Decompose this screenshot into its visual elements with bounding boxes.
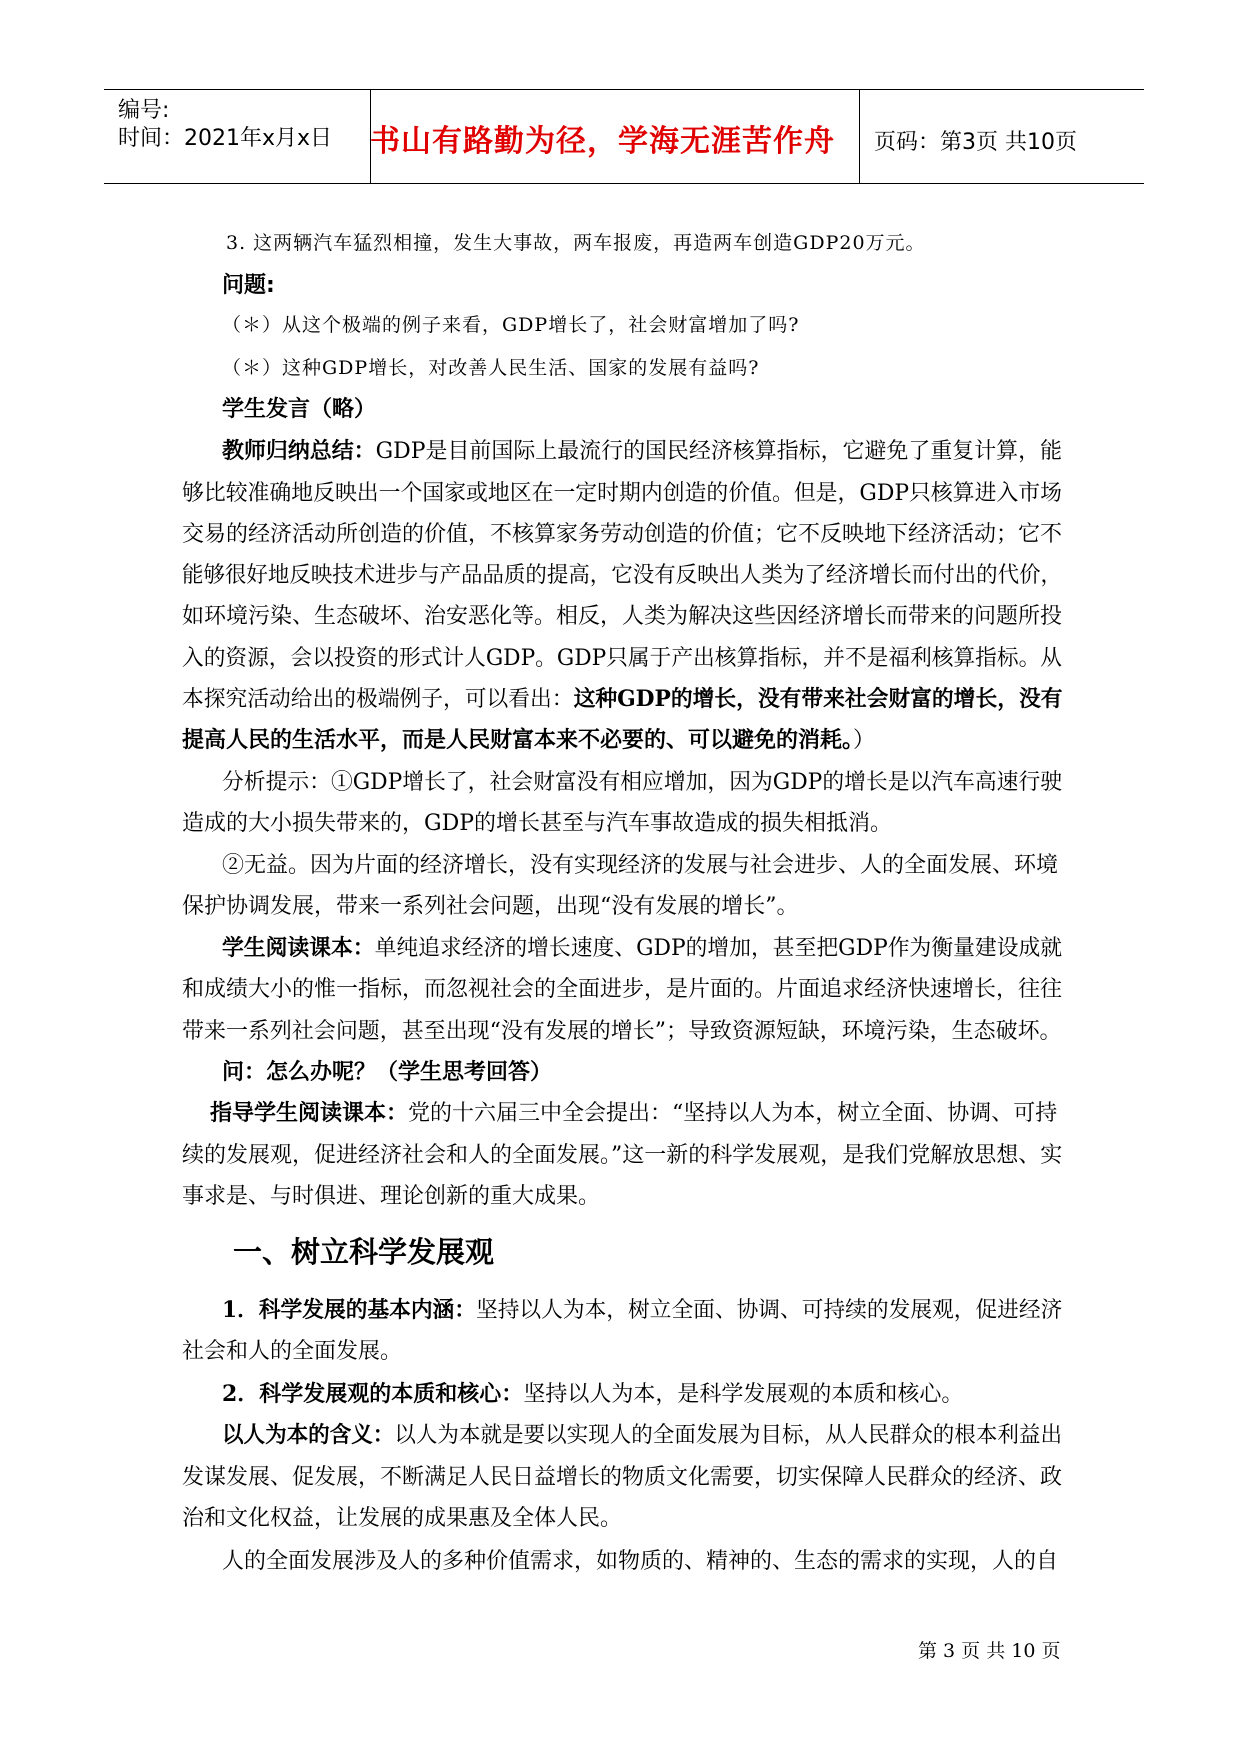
teacher-summary-line [222, 434, 1062, 465]
people-oriented-lead: 以人为本的含义： [222, 1423, 395, 1448]
question-2: （＊）这种GDP增长，对改善人民生活、国家的发展有益吗? [222, 357, 760, 379]
guided-reading-line [210, 1096, 1057, 1127]
question-1: （＊）从这个极端的例子来看，GDP增长了，社会财富增加了吗? [222, 314, 800, 336]
header-number-label: 编号: [118, 98, 170, 123]
core-text: 坚持以人为本，是科学发展观的本质和核心。 [523, 1382, 964, 1407]
teacher-summary-lead: 教师归纳总结： [222, 439, 376, 464]
teacher-summary-conclusion: 这种GDP的增长，没有带来社会财富的增长，没有 [573, 686, 1063, 712]
teacher-summary-line: 如环境污染、生态破坏、治安恶化等。相反，人类为解决这些因经济增长而带来的问题所投 [182, 604, 1063, 629]
core-lead: 2．科学发展观的本质和核心： [222, 1381, 524, 1407]
student-reading-line [222, 931, 1062, 962]
question-label: 问题: [222, 273, 275, 298]
closing-paren: ） [853, 728, 876, 753]
teacher-summary-text: GDP是目前国际上最流行的国民经济核算指标，它避免了重复计算，能 [375, 439, 1063, 464]
teacher-summary-line [182, 682, 1062, 713]
analysis-line: 造成的大小损失带来的，GDP的增长甚至与汽车事故造成的损失相抵消。 [182, 811, 893, 836]
guided-reading-lead: 指导学生阅读课本： [210, 1101, 409, 1126]
analysis-line: 分析提示：①GDP增长了，社会财富没有相应增加，因为GDP的增长是以汽车高速行驶 [222, 770, 1063, 795]
header-motto: 书山有路勤为径，学海无涯苦作舟 [370, 124, 835, 159]
page-footer: 第 3 页 共 10 页 [918, 1640, 1061, 1662]
people-oriented-line [222, 1418, 1062, 1449]
student-reading-text: 单纯追求经济的增长速度、GDP的增加，甚至把GDP作为衡量建设成就 [374, 936, 1063, 961]
teacher-summary-text: 本探究活动给出的极端例子，可以看出： [182, 687, 574, 712]
basic-meaning-line: 社会和人的全面发展。 [182, 1339, 403, 1364]
header-divider-right [859, 90, 860, 184]
basic-meaning-lead: 1．科学发展的基本内涵： [222, 1297, 476, 1323]
people-oriented-text: 以人为本就是要以实现人的全面发展为目标，从人民群众的根本利益出 [394, 1423, 1063, 1448]
core-line [222, 1377, 963, 1408]
people-oriented-line: 治和文化权益，让发展的成果惠及全体人民。 [182, 1506, 623, 1531]
question-what-to-do: 问：怎么办呢？（学生思考回答） [222, 1060, 553, 1085]
basic-meaning-line [222, 1293, 1062, 1324]
example-line-3: 3. 这两辆汽车猛烈相撞，发生大事故，两车报废，再造两车创造GDP20万元。 [226, 232, 926, 254]
teacher-summary-line [182, 723, 875, 754]
teacher-summary-line: 入的资源，会以投资的形式计人GDP。GDP只属于产出核算指标，并不是福利核算指标。从 [182, 646, 1063, 671]
student-reading-lead: 学生阅读课本： [222, 936, 375, 961]
header-time-label: 时间：2021年x月x日 [118, 126, 333, 151]
header-bottom-rule [104, 183, 1144, 184]
teacher-summary-line: 交易的经济活动所创造的价值，不核算家务劳动创造的价值；它不反映地下经济活动；它不 [182, 522, 1063, 547]
guided-reading-line: 续的发展观，促进经济社会和人的全面发展。”这一新的科学发展观，是我们党解放思想、实 [182, 1143, 1063, 1168]
teacher-summary-line: 够比较准确地反映出一个国家或地区在一定时期内创造的价值。但是，GDP只核算进入市场 [182, 481, 1063, 506]
student-reading-line: 带来一系列社会问题，甚至出现“没有发展的增长”；导致资源短缺，环境污染，生态破坏。 [182, 1019, 1062, 1044]
student-reading-line: 和成绩大小的惟一指标，而忽视社会的全面进步，是片面的。片面追求经济快速增长，往往 [182, 977, 1063, 1002]
teacher-summary-conclusion: 提高人民的生活水平，而是人民财富本来不必要的、可以避免的消耗。 [182, 727, 854, 753]
basic-meaning-text: 坚持以人为本，树立全面、协调、可持续的发展观，促进经济 [475, 1298, 1063, 1323]
student-speech-label: 学生发言（略） [222, 397, 377, 422]
teacher-summary-line: 能够很好地反映技术进步与产品品质的提高，它没有反映出人类为了经济增长而付出的代价， [182, 563, 1063, 588]
comprehensive-development-line: 人的全面发展涉及人的多种价值需求，如物质的、精神的、生态的需求的实现，人的自 [222, 1549, 1059, 1574]
analysis-line: 保护协调发展，带来一系列社会问题，出现“没有发展的增长”。 [182, 894, 799, 919]
guided-reading-text: 党的十六届三中全会提出：“坚持以人为本，树立全面、协调、可持 [408, 1101, 1058, 1126]
guided-reading-line: 事求是、与时俱进、理论创新的重大成果。 [182, 1184, 601, 1209]
section-heading: 一、树立科学发展观 [233, 1235, 495, 1269]
header-page-code: 页码：第3页 共10页 [874, 130, 1077, 155]
analysis-line: ②无益。因为片面的经济增长，没有实现经济的发展与社会进步、人的全面发展、环境 [222, 853, 1059, 878]
header-top-rule [104, 89, 1144, 90]
people-oriented-line: 发谋发展、促发展，不断满足人民日益增长的物质文化需要，切实保障人民群众的经济、政 [182, 1465, 1063, 1490]
